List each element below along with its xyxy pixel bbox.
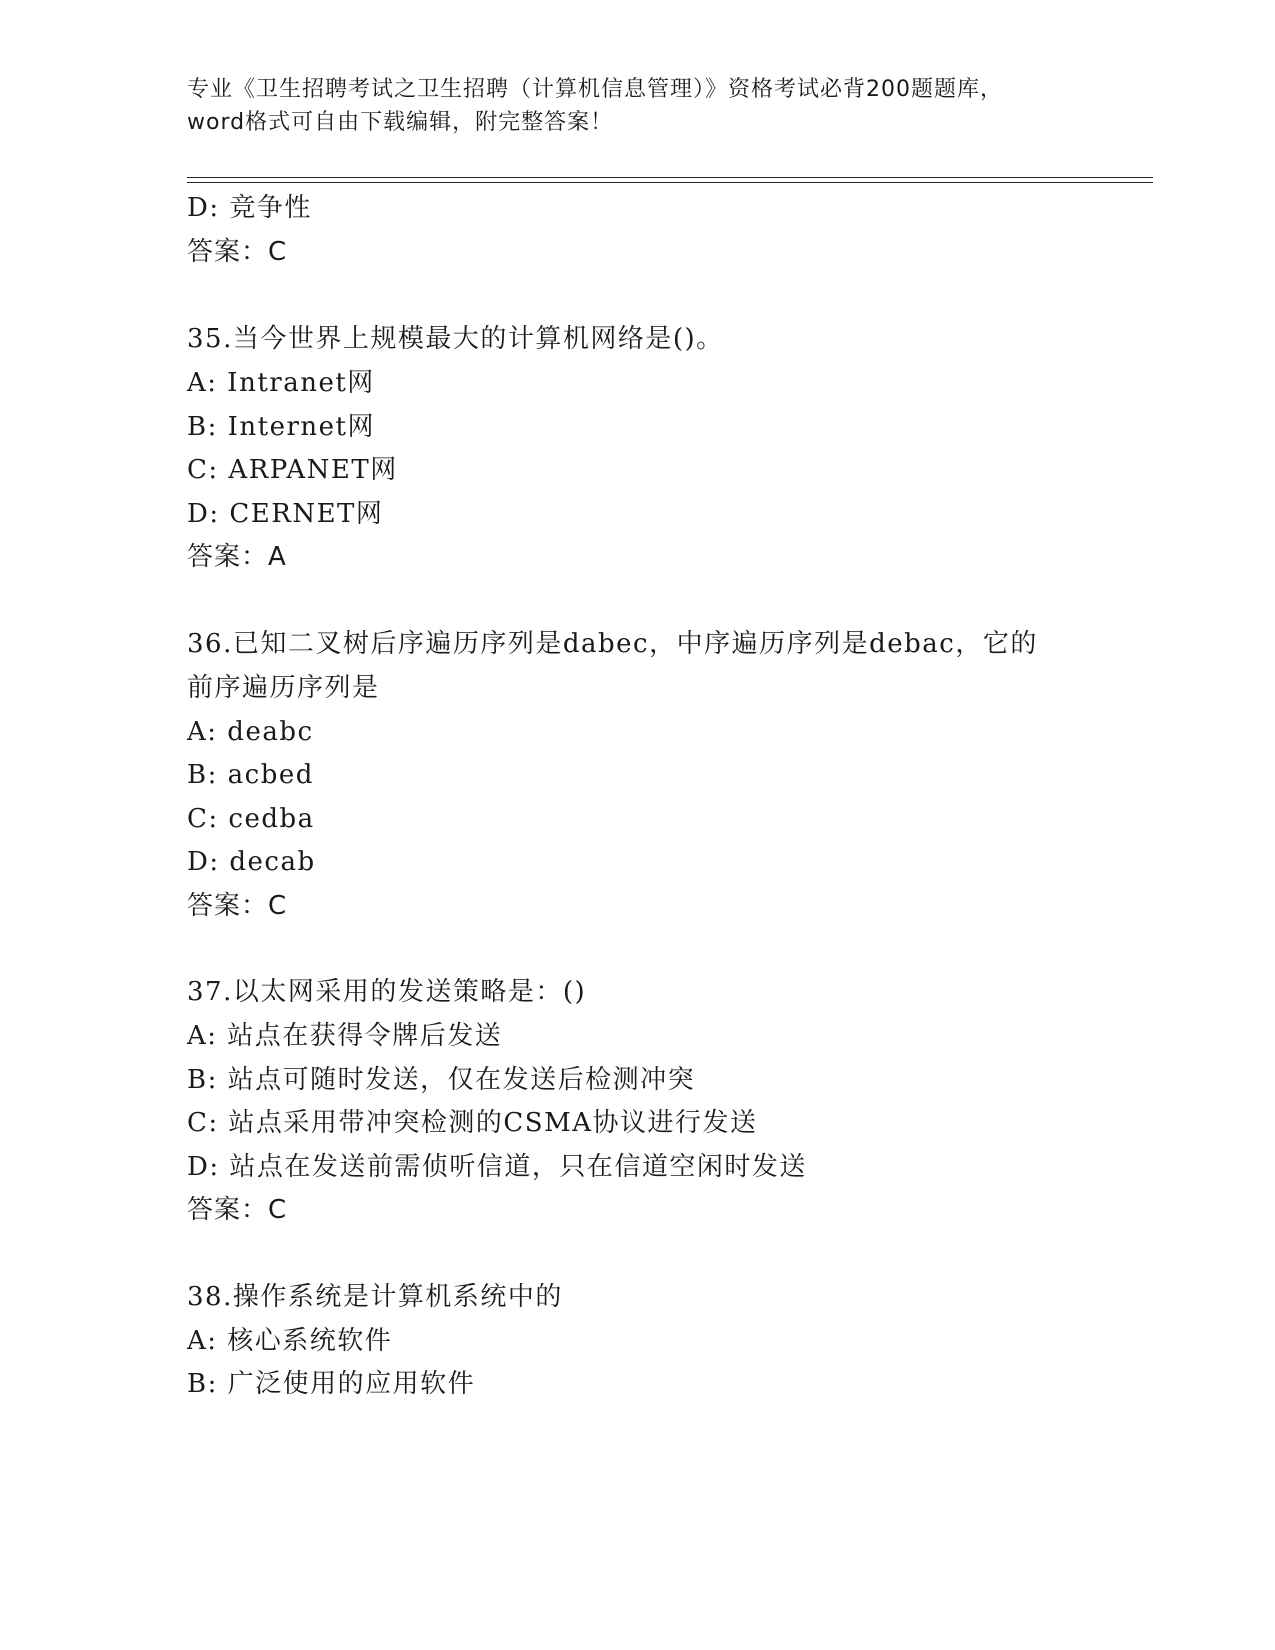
q38-option-a: A: 核心系统软件 xyxy=(187,1326,393,1356)
prev-option-d: D: 竞争性 xyxy=(187,193,312,223)
q35-option-c: C: ARPANET网 xyxy=(187,455,398,485)
q36-stem-line-1: 36.已知二叉树后序遍历序列是dabec，中序遍历序列是debac，它的 xyxy=(187,629,1038,659)
prev-answer: 答案：C xyxy=(187,237,288,267)
q38-option-b: B: 广泛使用的应用软件 xyxy=(187,1369,476,1399)
q35-option-d: D: CERNET网 xyxy=(187,499,384,529)
q36-option-a: A: deabc xyxy=(187,717,314,747)
q37-option-b: B: 站点可随时发送，仅在发送后检测冲突 xyxy=(187,1065,696,1095)
q37-stem: 37.以太网采用的发送策略是：() xyxy=(187,977,587,1007)
q36-option-c: C: cedba xyxy=(187,804,315,834)
q37-answer: 答案：C xyxy=(187,1195,288,1225)
header-title-line-1: 专业《卫生招聘考试之卫生招聘（计算机信息管理）》资格考试必背200题题库， xyxy=(187,77,1003,102)
q36-stem-line-2: 前序遍历序列是 xyxy=(187,673,380,703)
q38-stem: 38.操作系统是计算机系统中的 xyxy=(187,1282,563,1312)
q37-option-c: C: 站点采用带冲突检测的CSMA协议进行发送 xyxy=(187,1108,758,1138)
q35-answer: 答案：A xyxy=(187,542,287,572)
q37-option-a: A: 站点在获得令牌后发送 xyxy=(187,1021,503,1051)
q35-option-b: B: Internet网 xyxy=(187,412,375,442)
header-divider-top xyxy=(187,177,1153,178)
q35-stem: 35.当今世界上规模最大的计算机网络是()。 xyxy=(187,324,724,354)
document-header xyxy=(187,73,1087,139)
q37-option-d: D: 站点在发送前需侦听信道，只在信道空闲时发送 xyxy=(187,1152,807,1182)
header-divider-bottom xyxy=(187,182,1153,183)
q36-option-b: B: acbed xyxy=(187,760,314,790)
q36-answer: 答案：C xyxy=(187,891,288,921)
q36-option-d: D: decab xyxy=(187,847,316,877)
q35-option-a: A: Intranet网 xyxy=(187,368,375,398)
header-title-line-2: word格式可自由下载编辑，附完整答案！ xyxy=(187,110,614,135)
